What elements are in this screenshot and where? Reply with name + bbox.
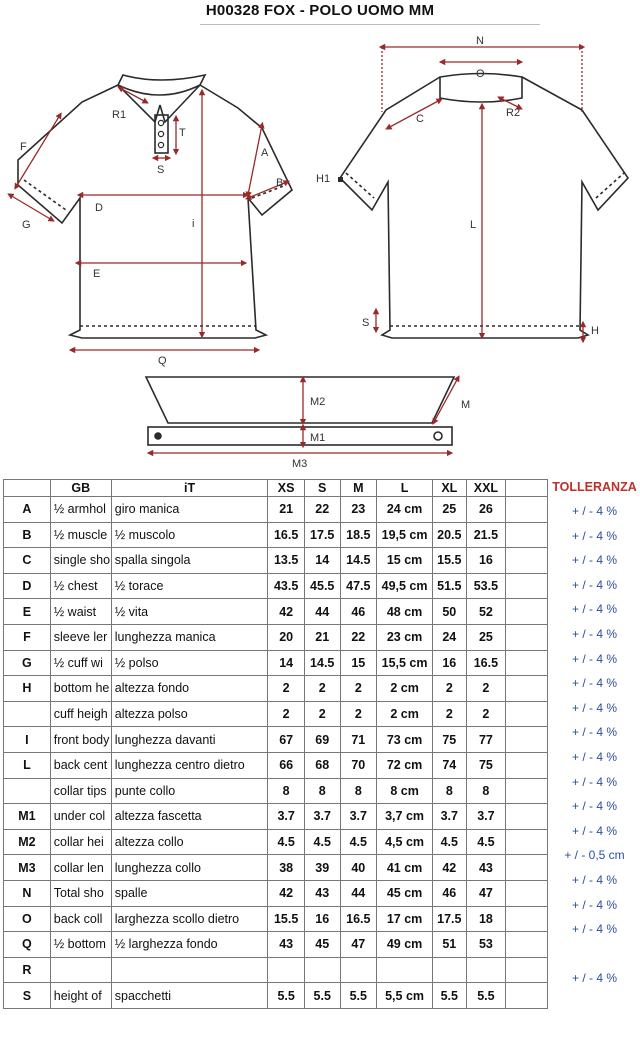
cell-xxl: 43 bbox=[466, 855, 506, 881]
cell-l: 4,5 cm bbox=[377, 829, 433, 855]
cell-empty bbox=[506, 624, 548, 650]
cell-it: altezza fondo bbox=[111, 676, 268, 702]
cell-l: 19,5 cm bbox=[377, 522, 433, 548]
label-b: B bbox=[276, 177, 284, 189]
cell-gb bbox=[50, 957, 111, 983]
cell-empty bbox=[506, 880, 548, 906]
cell-empty bbox=[506, 983, 548, 1009]
cell-gb: front body bbox=[50, 727, 111, 753]
label-d: D bbox=[95, 202, 103, 214]
cell-l: 8 cm bbox=[377, 778, 433, 804]
label-m2: M2 bbox=[310, 396, 326, 408]
cell-xs: 3.7 bbox=[268, 804, 305, 830]
label-n: N bbox=[476, 35, 484, 47]
tolerance-value: + / - 4 % bbox=[571, 725, 618, 740]
document-title: H00328 FOX - POLO UOMO MM bbox=[205, 2, 435, 19]
cell-it: ½ larghezza fondo bbox=[111, 932, 268, 958]
tolerance-value: + / - 4 % bbox=[571, 922, 618, 937]
cell-l: 72 cm bbox=[377, 752, 433, 778]
cell-code: C bbox=[4, 548, 51, 574]
tolerance-value: + / - 4 % bbox=[571, 602, 618, 617]
tolerance-value bbox=[549, 940, 640, 965]
collar-diagram-labels bbox=[292, 396, 470, 470]
cell-it: ½ vita bbox=[111, 599, 268, 625]
cell-it: giro manica bbox=[111, 497, 268, 523]
table-row bbox=[4, 829, 548, 855]
cell-xxl: 53 bbox=[466, 932, 506, 958]
cell-gb: single sho bbox=[50, 548, 111, 574]
cell-s: 21 bbox=[304, 624, 340, 650]
cell-l bbox=[377, 957, 433, 983]
cell-m: 8 bbox=[340, 778, 377, 804]
tolerance-value: + / - 4 % bbox=[571, 774, 618, 789]
cell-s: 17.5 bbox=[304, 522, 340, 548]
cell-l: 45 cm bbox=[377, 880, 433, 906]
cell-m: 23 bbox=[340, 497, 377, 523]
cell-gb: ½ bottom bbox=[50, 932, 111, 958]
cell-s: 16 bbox=[304, 906, 340, 932]
table-row bbox=[4, 932, 548, 958]
cell-xl: 20.5 bbox=[433, 522, 467, 548]
label-l: L bbox=[470, 219, 477, 231]
cell-xxl: 77 bbox=[466, 727, 506, 753]
cell-empty bbox=[506, 727, 548, 753]
cell-xs: 16.5 bbox=[268, 522, 305, 548]
table-row bbox=[4, 599, 548, 625]
cell-s: 14.5 bbox=[304, 650, 340, 676]
cell-m: 5.5 bbox=[340, 983, 377, 1009]
cell-gb: ½ cuff wi bbox=[50, 650, 111, 676]
table-row bbox=[4, 855, 548, 881]
cell-xs: 15.5 bbox=[268, 906, 305, 932]
cell-empty bbox=[506, 522, 548, 548]
cell-l: 49,5 cm bbox=[377, 573, 433, 599]
cell-s: 4.5 bbox=[304, 829, 340, 855]
tolerance-value: + / - 4 % bbox=[571, 799, 618, 814]
cell-xs: 66 bbox=[268, 752, 305, 778]
cell-gb: under col bbox=[50, 804, 111, 830]
cell-xs: 20 bbox=[268, 624, 305, 650]
table-row bbox=[4, 880, 548, 906]
cell-xxl: 5.5 bbox=[466, 983, 506, 1009]
cell-l: 2 cm bbox=[377, 676, 433, 702]
cell-xl: 5.5 bbox=[433, 983, 467, 1009]
table-row bbox=[4, 497, 548, 523]
cell-empty bbox=[506, 676, 548, 702]
column-header: L bbox=[377, 480, 433, 497]
label-q: Q bbox=[158, 355, 167, 367]
cell-xxl: 52 bbox=[466, 599, 506, 625]
cell-empty bbox=[506, 804, 548, 830]
garment-diagram bbox=[0, 30, 640, 470]
label-f: F bbox=[20, 141, 27, 153]
cell-code: G bbox=[4, 650, 51, 676]
column-header: S bbox=[304, 480, 340, 497]
cell-m: 44 bbox=[340, 880, 377, 906]
cell-xl: 25 bbox=[433, 497, 467, 523]
tolerance-value: + / - 4 % bbox=[571, 823, 618, 838]
cell-m: 47 bbox=[340, 932, 377, 958]
cell-xl: 51.5 bbox=[433, 573, 467, 599]
cell-xl: 50 bbox=[433, 599, 467, 625]
cell-it: lunghezza collo bbox=[111, 855, 268, 881]
tolerance-value: + / - 4 % bbox=[571, 676, 618, 691]
cell-l: 2 cm bbox=[377, 701, 433, 727]
cell-xs: 67 bbox=[268, 727, 305, 753]
label-s-back: S bbox=[362, 317, 370, 329]
cell-xl: 15.5 bbox=[433, 548, 467, 574]
cell-l: 41 cm bbox=[377, 855, 433, 881]
cell-xs: 5.5 bbox=[268, 983, 305, 1009]
back-diagram-labels bbox=[316, 35, 599, 337]
cell-xl: 3.7 bbox=[433, 804, 467, 830]
cell-it: ½ torace bbox=[111, 573, 268, 599]
cell-it: larghezza scollo dietro bbox=[111, 906, 268, 932]
cell-m: 22 bbox=[340, 624, 377, 650]
label-m1: M1 bbox=[310, 432, 326, 444]
cell-xxl: 75 bbox=[466, 752, 506, 778]
cell-code: S bbox=[4, 983, 51, 1009]
cell-m: 4.5 bbox=[340, 829, 377, 855]
cell-s: 39 bbox=[304, 855, 340, 881]
tolerance-value: + / - 4 % bbox=[571, 504, 618, 518]
cell-code bbox=[4, 701, 51, 727]
label-r2: R2 bbox=[506, 107, 521, 119]
cell-empty bbox=[506, 855, 548, 881]
cell-xxl: 16.5 bbox=[466, 650, 506, 676]
label-g: G bbox=[22, 219, 31, 231]
tolerance-value: + / - 0,5 cm bbox=[564, 848, 625, 863]
cell-it: ½ polso bbox=[111, 650, 268, 676]
cell-it: altezza fascetta bbox=[111, 804, 268, 830]
cell-m: 71 bbox=[340, 727, 377, 753]
cell-s: 3.7 bbox=[304, 804, 340, 830]
label-m: M bbox=[461, 399, 471, 411]
cell-xl: 8 bbox=[433, 778, 467, 804]
cell-xl: 51 bbox=[433, 932, 467, 958]
cell-l: 49 cm bbox=[377, 932, 433, 958]
cell-xs bbox=[268, 957, 305, 983]
cell-it bbox=[111, 957, 268, 983]
cell-gb: sleeve ler bbox=[50, 624, 111, 650]
cell-xxl: 2 bbox=[466, 701, 506, 727]
cell-code: A bbox=[4, 497, 51, 523]
tolerance-value: + / - 4 % bbox=[571, 897, 618, 912]
cell-code: H bbox=[4, 676, 51, 702]
cell-l: 15 cm bbox=[377, 548, 433, 574]
cell-l: 3,7 cm bbox=[377, 804, 433, 830]
cell-l: 15,5 cm bbox=[377, 650, 433, 676]
cell-s: 2 bbox=[304, 701, 340, 727]
cell-code: F bbox=[4, 624, 51, 650]
cell-s: 5.5 bbox=[304, 983, 340, 1009]
cell-xl: 17.5 bbox=[433, 906, 467, 932]
tolerance-value: + / - 4 % bbox=[571, 577, 618, 592]
cell-xxl bbox=[466, 957, 506, 983]
table-row bbox=[4, 727, 548, 753]
collar-measure-lines bbox=[150, 378, 458, 453]
cell-gb: height of bbox=[50, 983, 111, 1009]
back-view-sketch bbox=[340, 74, 628, 339]
cell-xs: 42 bbox=[268, 880, 305, 906]
cell-xs: 2 bbox=[268, 676, 305, 702]
cell-s: 14 bbox=[304, 548, 340, 574]
cell-m: 2 bbox=[340, 701, 377, 727]
cell-empty bbox=[506, 957, 548, 983]
cell-xs: 2 bbox=[268, 701, 305, 727]
cell-xs: 14 bbox=[268, 650, 305, 676]
cell-empty bbox=[506, 650, 548, 676]
cell-xxl: 3.7 bbox=[466, 804, 506, 830]
cell-empty bbox=[506, 778, 548, 804]
cell-code: R bbox=[4, 957, 51, 983]
cell-xs: 21 bbox=[268, 497, 305, 523]
column-header: iT bbox=[111, 480, 268, 497]
tolerance-value: + / - 4 % bbox=[571, 872, 618, 887]
cell-gb: collar hei bbox=[50, 829, 111, 855]
tolerance-value: + / - 4 % bbox=[571, 971, 618, 986]
cell-xs: 8 bbox=[268, 778, 305, 804]
tolerance-value: + / - 4 % bbox=[571, 553, 618, 568]
tolerance-value: + / - 4 % bbox=[571, 626, 618, 641]
cell-xl: 4.5 bbox=[433, 829, 467, 855]
cell-xl: 2 bbox=[433, 676, 467, 702]
cell-s: 68 bbox=[304, 752, 340, 778]
cell-it: altezza collo bbox=[111, 829, 268, 855]
column-header: M bbox=[340, 480, 377, 497]
cell-it: spalle bbox=[111, 880, 268, 906]
cell-xxl: 16 bbox=[466, 548, 506, 574]
cell-code: L bbox=[4, 752, 51, 778]
cell-l: 23 cm bbox=[377, 624, 433, 650]
size-spec-table bbox=[3, 479, 548, 1009]
cell-gb: ½ armhol bbox=[50, 497, 111, 523]
column-header: GB bbox=[50, 480, 111, 497]
cell-xs: 38 bbox=[268, 855, 305, 881]
label-s: S bbox=[157, 164, 165, 176]
tolerance-value: + / - 4 % bbox=[571, 749, 618, 764]
cell-empty bbox=[506, 497, 548, 523]
cell-xs: 43.5 bbox=[268, 573, 305, 599]
table-header-row bbox=[4, 480, 548, 497]
cell-xl bbox=[433, 957, 467, 983]
title-divider bbox=[200, 24, 540, 25]
cell-gb: ½ muscle bbox=[50, 522, 111, 548]
cell-xl: 2 bbox=[433, 701, 467, 727]
column-header bbox=[4, 480, 51, 497]
cell-s: 45.5 bbox=[304, 573, 340, 599]
cell-xs: 4.5 bbox=[268, 829, 305, 855]
label-o: O bbox=[476, 68, 485, 80]
cell-l: 5,5 cm bbox=[377, 983, 433, 1009]
front-measure-lines bbox=[10, 88, 287, 350]
cell-code bbox=[4, 778, 51, 804]
table-row bbox=[4, 650, 548, 676]
cell-code: M1 bbox=[4, 804, 51, 830]
cell-xl: 42 bbox=[433, 855, 467, 881]
cell-xxl: 26 bbox=[466, 497, 506, 523]
table-row bbox=[4, 957, 548, 983]
column-header: XL bbox=[433, 480, 467, 497]
table-row bbox=[4, 906, 548, 932]
column-header: XXL bbox=[466, 480, 506, 497]
cell-xl: 16 bbox=[433, 650, 467, 676]
cell-s: 69 bbox=[304, 727, 340, 753]
cell-code: O bbox=[4, 906, 51, 932]
table-row bbox=[4, 624, 548, 650]
tolerance-value: + / - 4 % bbox=[571, 700, 618, 715]
cell-s: 8 bbox=[304, 778, 340, 804]
label-t: T bbox=[179, 127, 186, 139]
table-row bbox=[4, 573, 548, 599]
cell-it: lunghezza centro dietro bbox=[111, 752, 268, 778]
cell-empty bbox=[506, 599, 548, 625]
cell-xl: 74 bbox=[433, 752, 467, 778]
cell-l: 73 cm bbox=[377, 727, 433, 753]
cell-gb: collar tips bbox=[50, 778, 111, 804]
label-h1: H1 bbox=[316, 173, 331, 185]
tolerance-header: TOLLERANZA bbox=[552, 480, 637, 494]
cell-it: punte collo bbox=[111, 778, 268, 804]
cell-empty bbox=[506, 906, 548, 932]
cell-s: 43 bbox=[304, 880, 340, 906]
cell-code: M3 bbox=[4, 855, 51, 881]
cell-m: 2 bbox=[340, 676, 377, 702]
table-row bbox=[4, 548, 548, 574]
cell-empty bbox=[506, 573, 548, 599]
cell-xs: 42 bbox=[268, 599, 305, 625]
cell-code: D bbox=[4, 573, 51, 599]
cell-xl: 24 bbox=[433, 624, 467, 650]
cell-code: M2 bbox=[4, 829, 51, 855]
cell-s: 2 bbox=[304, 676, 340, 702]
tolerance-column bbox=[549, 497, 640, 989]
cell-xxl: 18 bbox=[466, 906, 506, 932]
table-row bbox=[4, 778, 548, 804]
cell-l: 48 cm bbox=[377, 599, 433, 625]
cell-it: altezza polso bbox=[111, 701, 268, 727]
cell-code: I bbox=[4, 727, 51, 753]
cell-code: N bbox=[4, 880, 51, 906]
cell-empty bbox=[506, 932, 548, 958]
cell-it: lunghezza manica bbox=[111, 624, 268, 650]
tolerance-value: + / - 4 % bbox=[571, 528, 618, 543]
column-header: XS bbox=[268, 480, 305, 497]
table-row bbox=[4, 804, 548, 830]
cell-gb: back coll bbox=[50, 906, 111, 932]
cell-code: Q bbox=[4, 932, 51, 958]
cell-xxl: 2 bbox=[466, 676, 506, 702]
table-row bbox=[4, 752, 548, 778]
label-r1: R1 bbox=[112, 109, 127, 121]
cell-xxl: 8 bbox=[466, 778, 506, 804]
cell-m: 46 bbox=[340, 599, 377, 625]
cell-xl: 46 bbox=[433, 880, 467, 906]
cell-m bbox=[340, 957, 377, 983]
cell-gb: Total sho bbox=[50, 880, 111, 906]
cell-xxl: 4.5 bbox=[466, 829, 506, 855]
cell-empty bbox=[506, 701, 548, 727]
cell-xs: 13.5 bbox=[268, 548, 305, 574]
cell-xs: 43 bbox=[268, 932, 305, 958]
label-e: E bbox=[93, 268, 101, 280]
front-diagram-labels bbox=[20, 109, 283, 367]
cell-code: B bbox=[4, 522, 51, 548]
column-header bbox=[506, 480, 548, 497]
cell-s: 45 bbox=[304, 932, 340, 958]
cell-m: 40 bbox=[340, 855, 377, 881]
label-i: i bbox=[192, 218, 195, 230]
cell-it: spacchetti bbox=[111, 983, 268, 1009]
cell-m: 3.7 bbox=[340, 804, 377, 830]
cell-gb: cuff heigh bbox=[50, 701, 111, 727]
table-row bbox=[4, 676, 548, 702]
cell-gb: ½ chest bbox=[50, 573, 111, 599]
cell-m: 47.5 bbox=[340, 573, 377, 599]
label-c: C bbox=[416, 113, 424, 125]
back-measure-lines bbox=[376, 47, 583, 340]
table-row bbox=[4, 983, 548, 1009]
cell-xxl: 25 bbox=[466, 624, 506, 650]
cell-m: 18.5 bbox=[340, 522, 377, 548]
cell-gb: ½ waist bbox=[50, 599, 111, 625]
collar-sketch bbox=[146, 377, 454, 445]
cell-xxl: 47 bbox=[466, 880, 506, 906]
cell-m: 70 bbox=[340, 752, 377, 778]
cell-gb: back cent bbox=[50, 752, 111, 778]
cell-it: lunghezza davanti bbox=[111, 727, 268, 753]
cell-it: ½ muscolo bbox=[111, 522, 268, 548]
cell-m: 14.5 bbox=[340, 548, 377, 574]
cell-gb: collar len bbox=[50, 855, 111, 881]
front-view-sketch bbox=[18, 75, 292, 338]
cell-m: 15 bbox=[340, 650, 377, 676]
cell-xxl: 53.5 bbox=[466, 573, 506, 599]
cell-xxl: 21.5 bbox=[466, 522, 506, 548]
cell-xl: 75 bbox=[433, 727, 467, 753]
cell-s bbox=[304, 957, 340, 983]
table-row bbox=[4, 701, 548, 727]
table-row bbox=[4, 522, 548, 548]
cell-code: E bbox=[4, 599, 51, 625]
cell-gb: bottom he bbox=[50, 676, 111, 702]
cell-empty bbox=[506, 752, 548, 778]
label-h: H bbox=[591, 325, 599, 337]
cell-m: 16.5 bbox=[340, 906, 377, 932]
cell-l: 17 cm bbox=[377, 906, 433, 932]
cell-l: 24 cm bbox=[377, 497, 433, 523]
cell-empty bbox=[506, 548, 548, 574]
label-m3: M3 bbox=[292, 458, 308, 470]
cell-it: spalla singola bbox=[111, 548, 268, 574]
cell-s: 44 bbox=[304, 599, 340, 625]
cell-empty bbox=[506, 829, 548, 855]
label-a: A bbox=[261, 147, 269, 159]
h1-marker bbox=[338, 177, 343, 182]
front-buttons bbox=[158, 120, 163, 147]
tolerance-value: + / - 4 % bbox=[571, 651, 618, 666]
cell-s: 22 bbox=[304, 497, 340, 523]
